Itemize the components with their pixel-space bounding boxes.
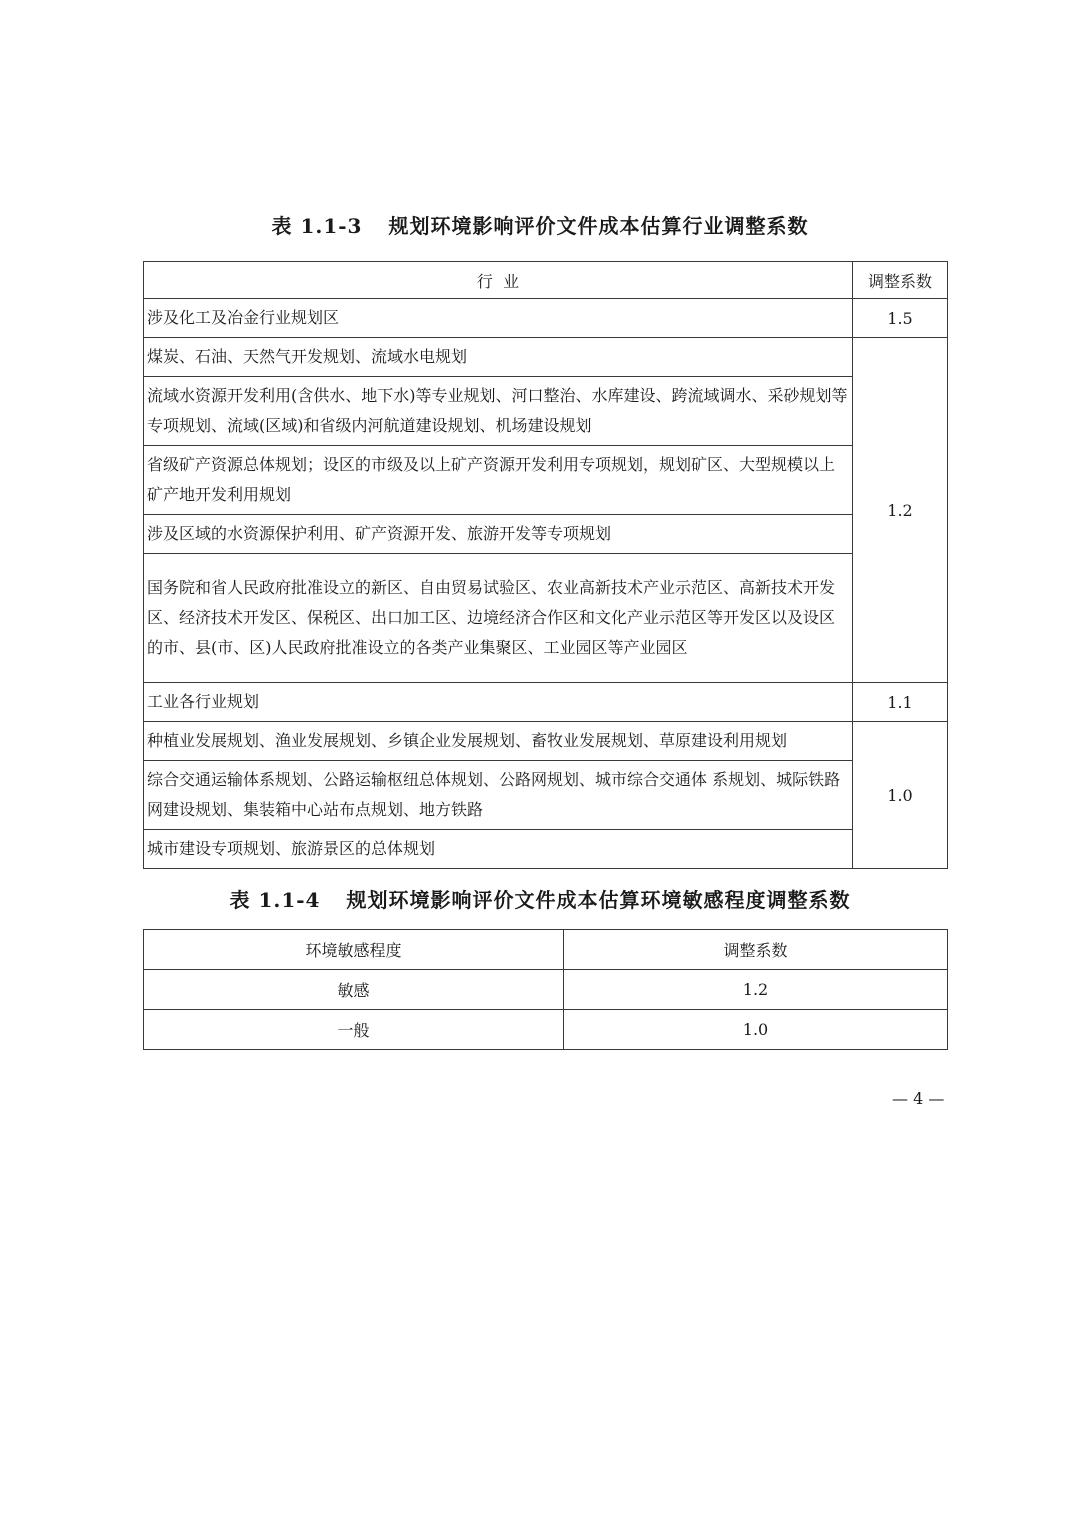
- industry-cell: 国务院和省人民政府批准设立的新区、自由贸易试验区、农业高新技术产业示范区、高新技术开发区、经济技术开发区、保税区、出口加工区、边境经济合作区和文化产业示范区等开发区以及设区的市、县(市、区)人民政府批准设立的各类产业集聚区、工业园区等产业园区: [144, 554, 853, 683]
- coefficient-header: 调整系数: [853, 262, 948, 299]
- industry-cell: 涉及区域的水资源保护利用、矿产资源开发、旅游开发等专项规划: [144, 515, 853, 554]
- coefficient-cell: 1.5: [853, 299, 948, 338]
- table-header-row: [144, 262, 948, 299]
- industry-cell: 种植业发展规划、渔业发展规划、乡镇企业发展规划、畜牧业发展规划、草原建设利用规划: [144, 722, 853, 761]
- industry-cell: 省级矿产资源总体规划；设区的市级及以上矿产资源开发利用专项规划，规划矿区、大型规模以上矿产地开发利用规划: [144, 446, 853, 515]
- coefficient-header: 调整系数: [564, 930, 948, 970]
- table-row: [144, 446, 948, 515]
- industry-cell: 煤炭、石油、天然气开发规划、流域水电规划: [144, 338, 853, 377]
- industry-header: 行 业: [144, 262, 853, 299]
- table-row: [144, 830, 948, 869]
- industry-cell: 工业各行业规划: [144, 683, 853, 722]
- table1-caption: [0, 210, 1080, 239]
- industry-cell: 城市建设专项规划、旅游景区的总体规划: [144, 830, 853, 869]
- table2-caption: [0, 884, 1080, 913]
- table2-title: 规划环境影响评价文件成本估算环境敏感程度调整系数: [346, 888, 851, 912]
- sensitivity-coefficient-table: [143, 929, 948, 1050]
- table1-number: 表 1.1-3: [271, 214, 363, 238]
- table-row: [144, 338, 948, 377]
- industry-cell: 涉及化工及冶金行业规划区: [144, 299, 853, 338]
- table-row: [144, 554, 948, 683]
- table-row: [144, 299, 948, 338]
- table-row: [144, 1010, 948, 1050]
- coefficient-cell: 1.2: [564, 970, 948, 1010]
- industry-cell: 综合交通运输体系规划、公路运输枢纽总体规划、公路网规划、城市综合交通体 系规划、城际铁路网建设规划、集装箱中心站布点规划、地方铁路: [144, 761, 853, 830]
- coefficient-cell: 1.0: [564, 1010, 948, 1050]
- sensitivity-cell: 一般: [144, 1010, 564, 1050]
- table-row: [144, 761, 948, 830]
- table-row: [144, 377, 948, 446]
- coefficient-cell: 1.0: [853, 722, 948, 869]
- coefficient-cell: 1.2: [853, 338, 948, 683]
- sensitivity-header: 环境敏感程度: [144, 930, 564, 970]
- table-row: [144, 970, 948, 1010]
- table-row: [144, 515, 948, 554]
- table-row: [144, 683, 948, 722]
- table1-title: 规划环境影响评价文件成本估算行业调整系数: [388, 214, 809, 238]
- industry-cell: 流域水资源开发利用(含供水、地下水)等专业规划、河口整治、水库建设、跨流域调水、采砂规划等专项规划、流域(区域)和省级内河航道建设规划、机场建设规划: [144, 377, 853, 446]
- coefficient-cell: 1.1: [853, 683, 948, 722]
- table-header-row: [144, 930, 948, 970]
- table2-number: 表 1.1-4: [229, 888, 321, 912]
- page-number: — 4 —: [892, 1089, 945, 1108]
- table-row: [144, 722, 948, 761]
- industry-coefficient-table: [143, 261, 948, 869]
- sensitivity-cell: 敏感: [144, 970, 564, 1010]
